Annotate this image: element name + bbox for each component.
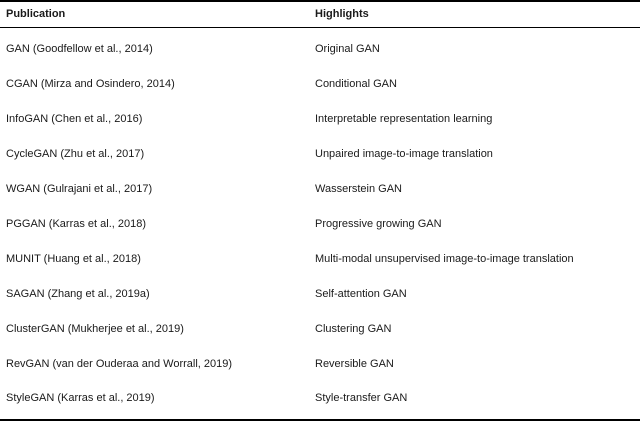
header-highlights: Highlights bbox=[315, 8, 369, 20]
row-highlights: Interpretable representation learning bbox=[315, 113, 493, 125]
row-publication: CycleGAN (Zhu et al., 2017) bbox=[6, 148, 145, 160]
row-publication: ClusterGAN (Mukherjee et al., 2019) bbox=[6, 323, 184, 335]
table-bottom-rule bbox=[0, 419, 640, 421]
row-publication: SAGAN (Zhang et al., 2019a) bbox=[6, 288, 150, 300]
row-highlights: Clustering GAN bbox=[315, 323, 392, 335]
row-highlights: Conditional GAN bbox=[315, 78, 397, 90]
row-highlights: Wasserstein GAN bbox=[315, 183, 403, 195]
row-highlights: Self-attention GAN bbox=[315, 288, 407, 300]
row-highlights: Progressive growing GAN bbox=[315, 218, 442, 230]
row-publication: PGGAN (Karras et al., 2018) bbox=[6, 218, 146, 230]
row-highlights: Style-transfer GAN bbox=[315, 392, 408, 404]
row-publication: MUNIT (Huang et al., 2018) bbox=[6, 253, 141, 265]
row-highlights: Reversible GAN bbox=[315, 358, 394, 370]
table-top-rule bbox=[0, 0, 640, 2]
header-publication: Publication bbox=[6, 8, 66, 20]
row-publication: StyleGAN (Karras et al., 2019) bbox=[6, 392, 155, 404]
table-header-rule bbox=[0, 27, 640, 28]
row-highlights: Unpaired image-to-image translation bbox=[315, 148, 493, 160]
row-publication: InfoGAN (Chen et al., 2016) bbox=[6, 113, 143, 125]
row-highlights: Multi-modal unsupervised image-to-image translation bbox=[315, 253, 574, 265]
row-publication: RevGAN (van der Ouderaa and Worrall, 2019) bbox=[6, 358, 233, 370]
row-publication: GAN (Goodfellow et al., 2014) bbox=[6, 43, 153, 55]
row-highlights: Original GAN bbox=[315, 43, 380, 55]
row-publication: CGAN (Mirza and Osindero, 2014) bbox=[6, 78, 175, 90]
row-publication: WGAN (Gulrajani et al., 2017) bbox=[6, 183, 153, 195]
